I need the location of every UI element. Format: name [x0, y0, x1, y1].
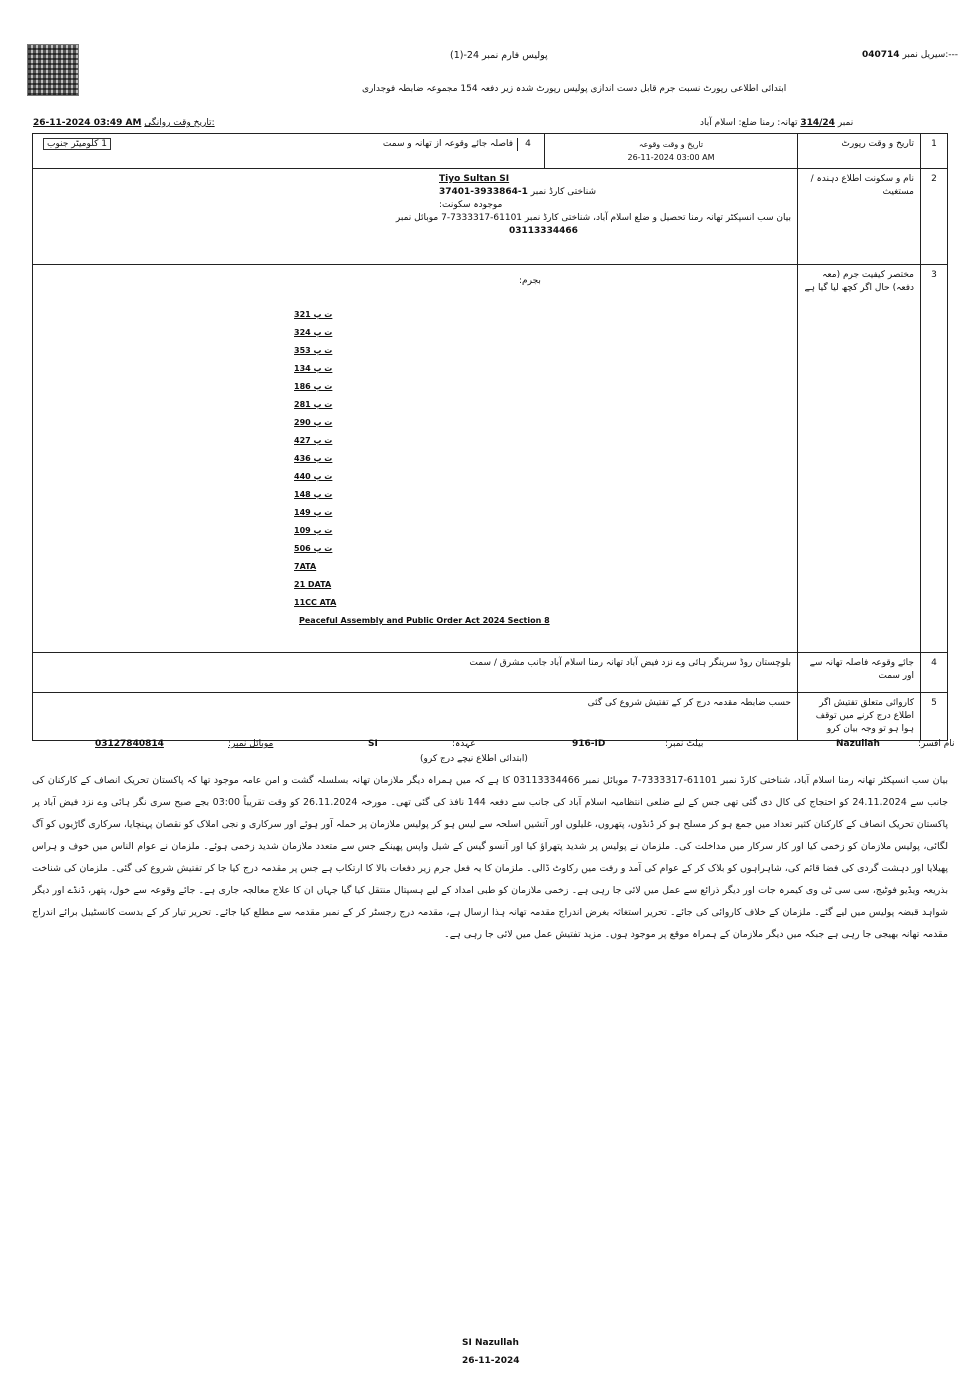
place-label: جائے وقوعہ فاصلہ تھانہ سے اور سمت	[798, 653, 921, 693]
distance-value: 1 کلومیٹر جنوب	[39, 138, 177, 151]
row-number: 5	[921, 693, 948, 741]
officer-belt-no: 916-ID	[572, 739, 606, 749]
complainant-phone: 03113334466	[509, 226, 578, 236]
officer-rank-label: عہدہ:	[452, 739, 476, 749]
address-label: موجودہ سکونت:	[439, 200, 503, 210]
section-item: 281 ت پ	[294, 400, 333, 409]
fir-details-table	[32, 133, 948, 741]
row-number: 3	[921, 265, 948, 653]
officer-rank: SI	[368, 739, 378, 749]
row-investigation-action	[33, 693, 948, 741]
officer-mobile-label: موبائل نمبر:	[228, 739, 274, 749]
section-item: 7ATA	[294, 562, 317, 571]
section-item: 290 ت پ	[294, 418, 333, 427]
section-item: 436 ت پ	[294, 454, 333, 463]
section-item: 21 DATA	[294, 580, 332, 589]
form-subtitle: ابتدائی اطلاعی رپورٹ نسبت جرم قابل دست اندازی پولیس رپورٹ شدہ زیر دفعہ 154 مجموعہ ضابطہ فوجداری	[362, 84, 787, 94]
officer-mobile: 03127840814	[95, 739, 164, 749]
section-item: 324 ت پ	[294, 328, 333, 337]
sections-list	[39, 306, 791, 630]
narrative-title: (ابتدائی اطلاع نیچے درج کرو)	[420, 754, 528, 764]
row-report-datetime	[33, 134, 948, 169]
section-item: 109 ت پ	[294, 526, 333, 535]
complainant-name: Tiyo Sultan SI	[439, 174, 510, 184]
row-number: 4	[921, 653, 948, 693]
investigation-action: حسب ضابطہ مقدمہ درج کر کے تفتیش شروع کی گئی	[33, 693, 798, 741]
qr-code-icon	[27, 44, 79, 96]
section-item: 149 ت پ	[294, 508, 333, 517]
section-item: Peaceful Assembly and Public Order Act 2024 Section 8	[299, 616, 550, 625]
offence-sections-cell	[33, 265, 798, 653]
offence-label: مختصر کیفیت جرم (معہ دفعہ) حال اگر کچھ لیا گیا ہے	[798, 265, 921, 653]
form-title: پولیس فارم نمبر 24-(1)	[450, 50, 548, 61]
section-item: 186 ت پ	[294, 382, 333, 391]
complainant-label: نام و سکونت اطلاع دہندہ / مستغیث	[798, 169, 921, 265]
section-item: 506 ت پ	[294, 544, 333, 553]
occurrence-datetime-cell: تاریخ و وقت وقوعہ 26-11-2024 03:00 AM	[545, 134, 798, 169]
distance-cell	[33, 134, 545, 169]
row-complainant	[33, 169, 948, 265]
section-item: 321 ت پ	[294, 310, 333, 319]
row-offence-sections	[33, 265, 948, 653]
row-number: 2	[921, 169, 948, 265]
complainant-details: Tiyo Sultan SI 37401-3933864-1 شناختی کارڈ نمبر موجودہ سکونت: بیان سب انسپکٹر تھانہ رمنا تحصیل و ضلع اسلام آباد، شناختی کارڈ نمبر 61101-7333317-7 موبائل نمبر 03113334466	[33, 169, 798, 265]
complainant-cnic: 37401-3933864-1	[439, 187, 528, 197]
report-datetime-label: تاریخ و وقت رپورٹ	[798, 134, 921, 169]
row-number: 1	[921, 134, 948, 169]
complainant-address: بیان سب انسپکٹر تھانہ رمنا تحصیل و ضلع اسلام آباد، شناختی کارڈ نمبر 61101-7333317-7 موبائل نمبر	[395, 213, 791, 223]
section-item: 11CC ATA	[294, 598, 337, 607]
section-item: 440 ت پ	[294, 472, 333, 481]
sections-label: بجرم:	[519, 276, 541, 286]
serial-number: 040714 سیریل نمبر:---	[862, 50, 959, 60]
investigation-label: کاروائی متعلق تفتیش اگر اطلاع درج کرنے میں توقف ہوا ہو تو وجہ بیان کرو	[798, 693, 921, 741]
section-item: 148 ت پ	[294, 490, 333, 499]
distance-label: فاصلہ جائے وقوعہ از تھانہ و سمت	[382, 139, 513, 149]
section-item: 353 ت پ	[294, 346, 333, 355]
fir-number: نمبر 314/24 تھانہ: رمنا ضلع: اسلام آباد	[700, 118, 854, 128]
row-place-of-occurrence	[33, 653, 948, 693]
footer-signature: SI Nazullah	[462, 1338, 519, 1348]
officer-name-label: نام افسر:	[918, 739, 955, 749]
first-information-narrative: بیان سب انسپکٹر تھانہ رمنا اسلام آباد، شناختی کارڈ نمبر 61101-7333317-7 موبائل نمبر 03113334466 کا ہے کہ میں ہمراہ دیگر ملازمان تھانہ بسلسلہ گشت و امن عامہ موجود تھا کہ پاکستان تحریک انصاف کے کارکنان کی جانب سے 24.11.2024 کو احتجاج کی کال دی گئی تھی جس کے لیے ضلعی انتظامیہ اسلام آباد کی جانب سے دفعہ 144 نافذ کی گئی تھی۔ مورخہ 26.11.2024 کو وقت تقریباً 03:00 بجے صبح سری نگر ہائی وے نزد فیض آباد پر پاکستان تحریک انصاف کے کارکنان کثیر تعداد میں جمع ہو کر مسلح ہو کر ڈنڈوں، پتھروں، غلیلوں اور آتشیں اسلحہ سے لیس ہو کر پولیس ملازمان پر حملہ آور ہوئے اور سرکاری و نجی املاک کو نقصان پہنچایا، سرکاری گاڑیوں کو آگ لگائی، پولیس ملازمان کو زخمی کیا اور کار سرکار میں مداخلت کی۔ ملزمان نے پولیس پر شدید پتھراؤ کیا اور آنسو گیس کے شیل واپس پھینکے جس سے متعدد ملازمان شدید زخمی ہوئے۔ ملزمان نے عوام الناس میں خوف و ہراس پھیلایا اور دہشت گردی کی فضا قائم کی، شاہراہوں کو بلاک کر کے عوام کی آمد و رفت میں رکاوٹ ڈالی۔ ملزمان کا یہ فعل جرم زیر دفعات بالا کا ارتکاب ہے جس پر مقدمہ درج کیا جا کر تفتیش شروع کی گئی۔ ملزمان کی شناخت بذریعہ ویڈیو فوٹیج، سی سی ٹی وی کیمرہ جات اور دیگر ذرائع سے عمل میں لائی جا رہی ہے۔ زخمی ملازمان کو طبی امداد کے لیے ہسپتال منتقل کیا گیا جہاں ان کا علاج معالجہ جاری ہے۔ جائے وقوعہ سے خول، پتھر، ڈنڈے اور دیگر شواہد قبضہ پولیس میں لیے گئے۔ ملزمان کے خلاف کاروائی کی جائے۔ تحریر استغاثہ بغرض اندراج مقدمہ تھانہ ہذا ارسال ہے، مقدمہ درج رجسٹر کر کے نمبر مقدمہ سے مطلع کیا جائے۔ تحریر تیار کر کے بدست کانسٹیبل برائے اندراج مقدمہ تھانہ بھیجی جا رہی ہے جبکہ میں دیگر ملازمان کے ہمراہ موقع پر موجود ہوں۔ مزید تفتیش عمل میں لائی جا رہی ہے۔	[32, 775, 948, 940]
place-of-occurrence: بلوچستان روڈ سرینگر ہائی وے نزد فیض آباد تھانہ رمنا اسلام آباد جانب مشرق / سمت	[33, 653, 798, 693]
sub-row-number: 4	[518, 138, 539, 151]
officer-belt-label: بیلٹ نمبر:	[665, 739, 704, 749]
footer-date: 26-11-2024	[462, 1356, 520, 1366]
section-item: 427 ت پ	[294, 436, 333, 445]
section-item: 134 ت پ	[294, 364, 333, 373]
dispatch-datetime: 26-11-2024 03:49 AM تاریخ وقت روانگی:	[33, 118, 215, 128]
officer-name: Nazullah	[836, 739, 880, 749]
